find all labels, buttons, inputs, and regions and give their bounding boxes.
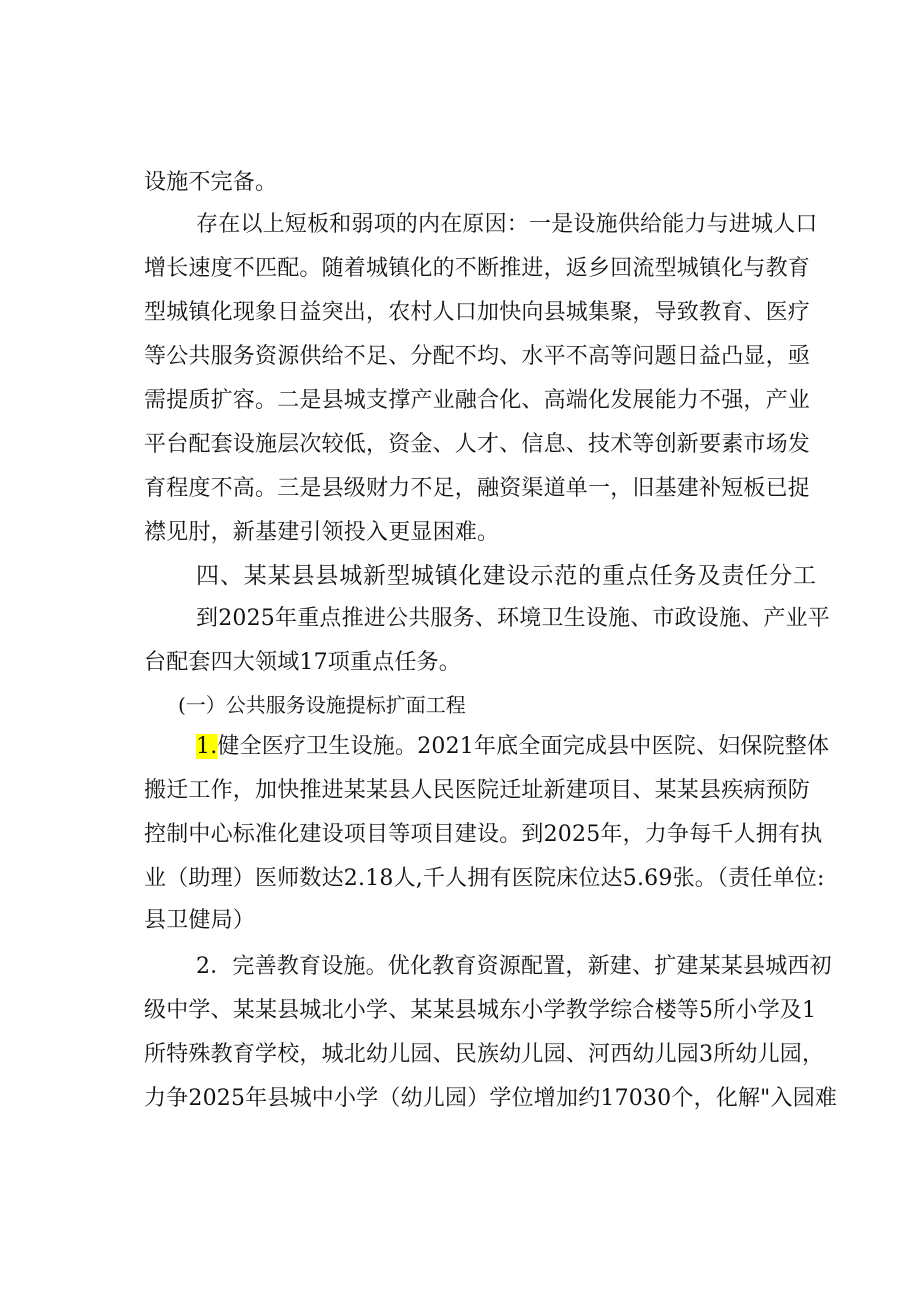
paragraph-line: 存在以上短板和弱项的内在原因：一是设施供给能力与进城人口 bbox=[196, 212, 818, 237]
paragraph-line: 到2025年重点推进公共服务、环境卫生设施、市政设施、产业平 bbox=[196, 606, 830, 631]
paragraph-line: 型城镇化现象日益突出，农村人口加快向县城集聚，导致教育、医疗 bbox=[144, 300, 811, 325]
paragraph-line: 等公共服务资源供给不足、分配不均、水平不高等问题日益凸显，亟 bbox=[144, 344, 811, 369]
paragraph-line: 力争2025年县城中小学（幼儿园）学位增加约17030个，化解"入园难 bbox=[144, 1086, 838, 1111]
paragraph-line: 增长速度不匹配。随着城镇化的不断推进，返乡回流型城镇化与教育 bbox=[144, 256, 811, 281]
paragraph-line: 台配套四大领域17项重点任务。 bbox=[144, 650, 461, 675]
paragraph-line: 业（助理）医师数达2.18人,千人拥有医院床位达5.69张。（责任单位: bbox=[144, 866, 825, 891]
paragraph-line: 设施不完备。 bbox=[144, 170, 278, 195]
paragraph-line: 所特殊教育学校，城北幼儿园、民族幼儿园、河西幼儿园3所幼儿园， bbox=[144, 1042, 825, 1067]
section-heading: 四、某某县县城新型城镇化建设示范的重点任务及责任分工 bbox=[196, 563, 816, 589]
paragraph-line: 襟见肘，新基建引领投入更显困难。 bbox=[144, 520, 500, 545]
paragraph-line: 需提质扩容。二是县城支撑产业融合化、高端化发展能力不强，产业 bbox=[144, 388, 811, 413]
paragraph-line: 平台配套设施层次较低，资金、人才、信息、技术等创新要素市场发 bbox=[144, 432, 811, 457]
paragraph-line: 级中学、某某县城北小学、某某县城东小学教学综合楼等5所小学及1 bbox=[144, 998, 817, 1023]
paragraph-text: 健全医疗卫生设施。2021年底全面完成县中医院、妇保院整体 bbox=[217, 734, 830, 759]
subsection-heading: (一）公共服务设施提标扩面工程 bbox=[178, 693, 466, 717]
paragraph-line: 育程度不高。三是县级财力不足，融资渠道单一，旧基建补短板已捉 bbox=[144, 476, 811, 501]
highlighted-item-number: 1. bbox=[196, 734, 218, 759]
paragraph-line: 2．完善教育设施。优化教育资源配置，新建、扩建某某县城西初 bbox=[196, 954, 832, 979]
paragraph-line: 县卫健局） bbox=[144, 908, 256, 933]
paragraph-line: 控制中心标准化建设项目等项目建设。到2025年，力争每千人拥有执 bbox=[144, 822, 823, 847]
paragraph-line: 搬迁工作，加快推进某某县人民医院迁址新建项目、某某县疾病预防 bbox=[144, 778, 811, 803]
paragraph-line bbox=[196, 732, 830, 762]
